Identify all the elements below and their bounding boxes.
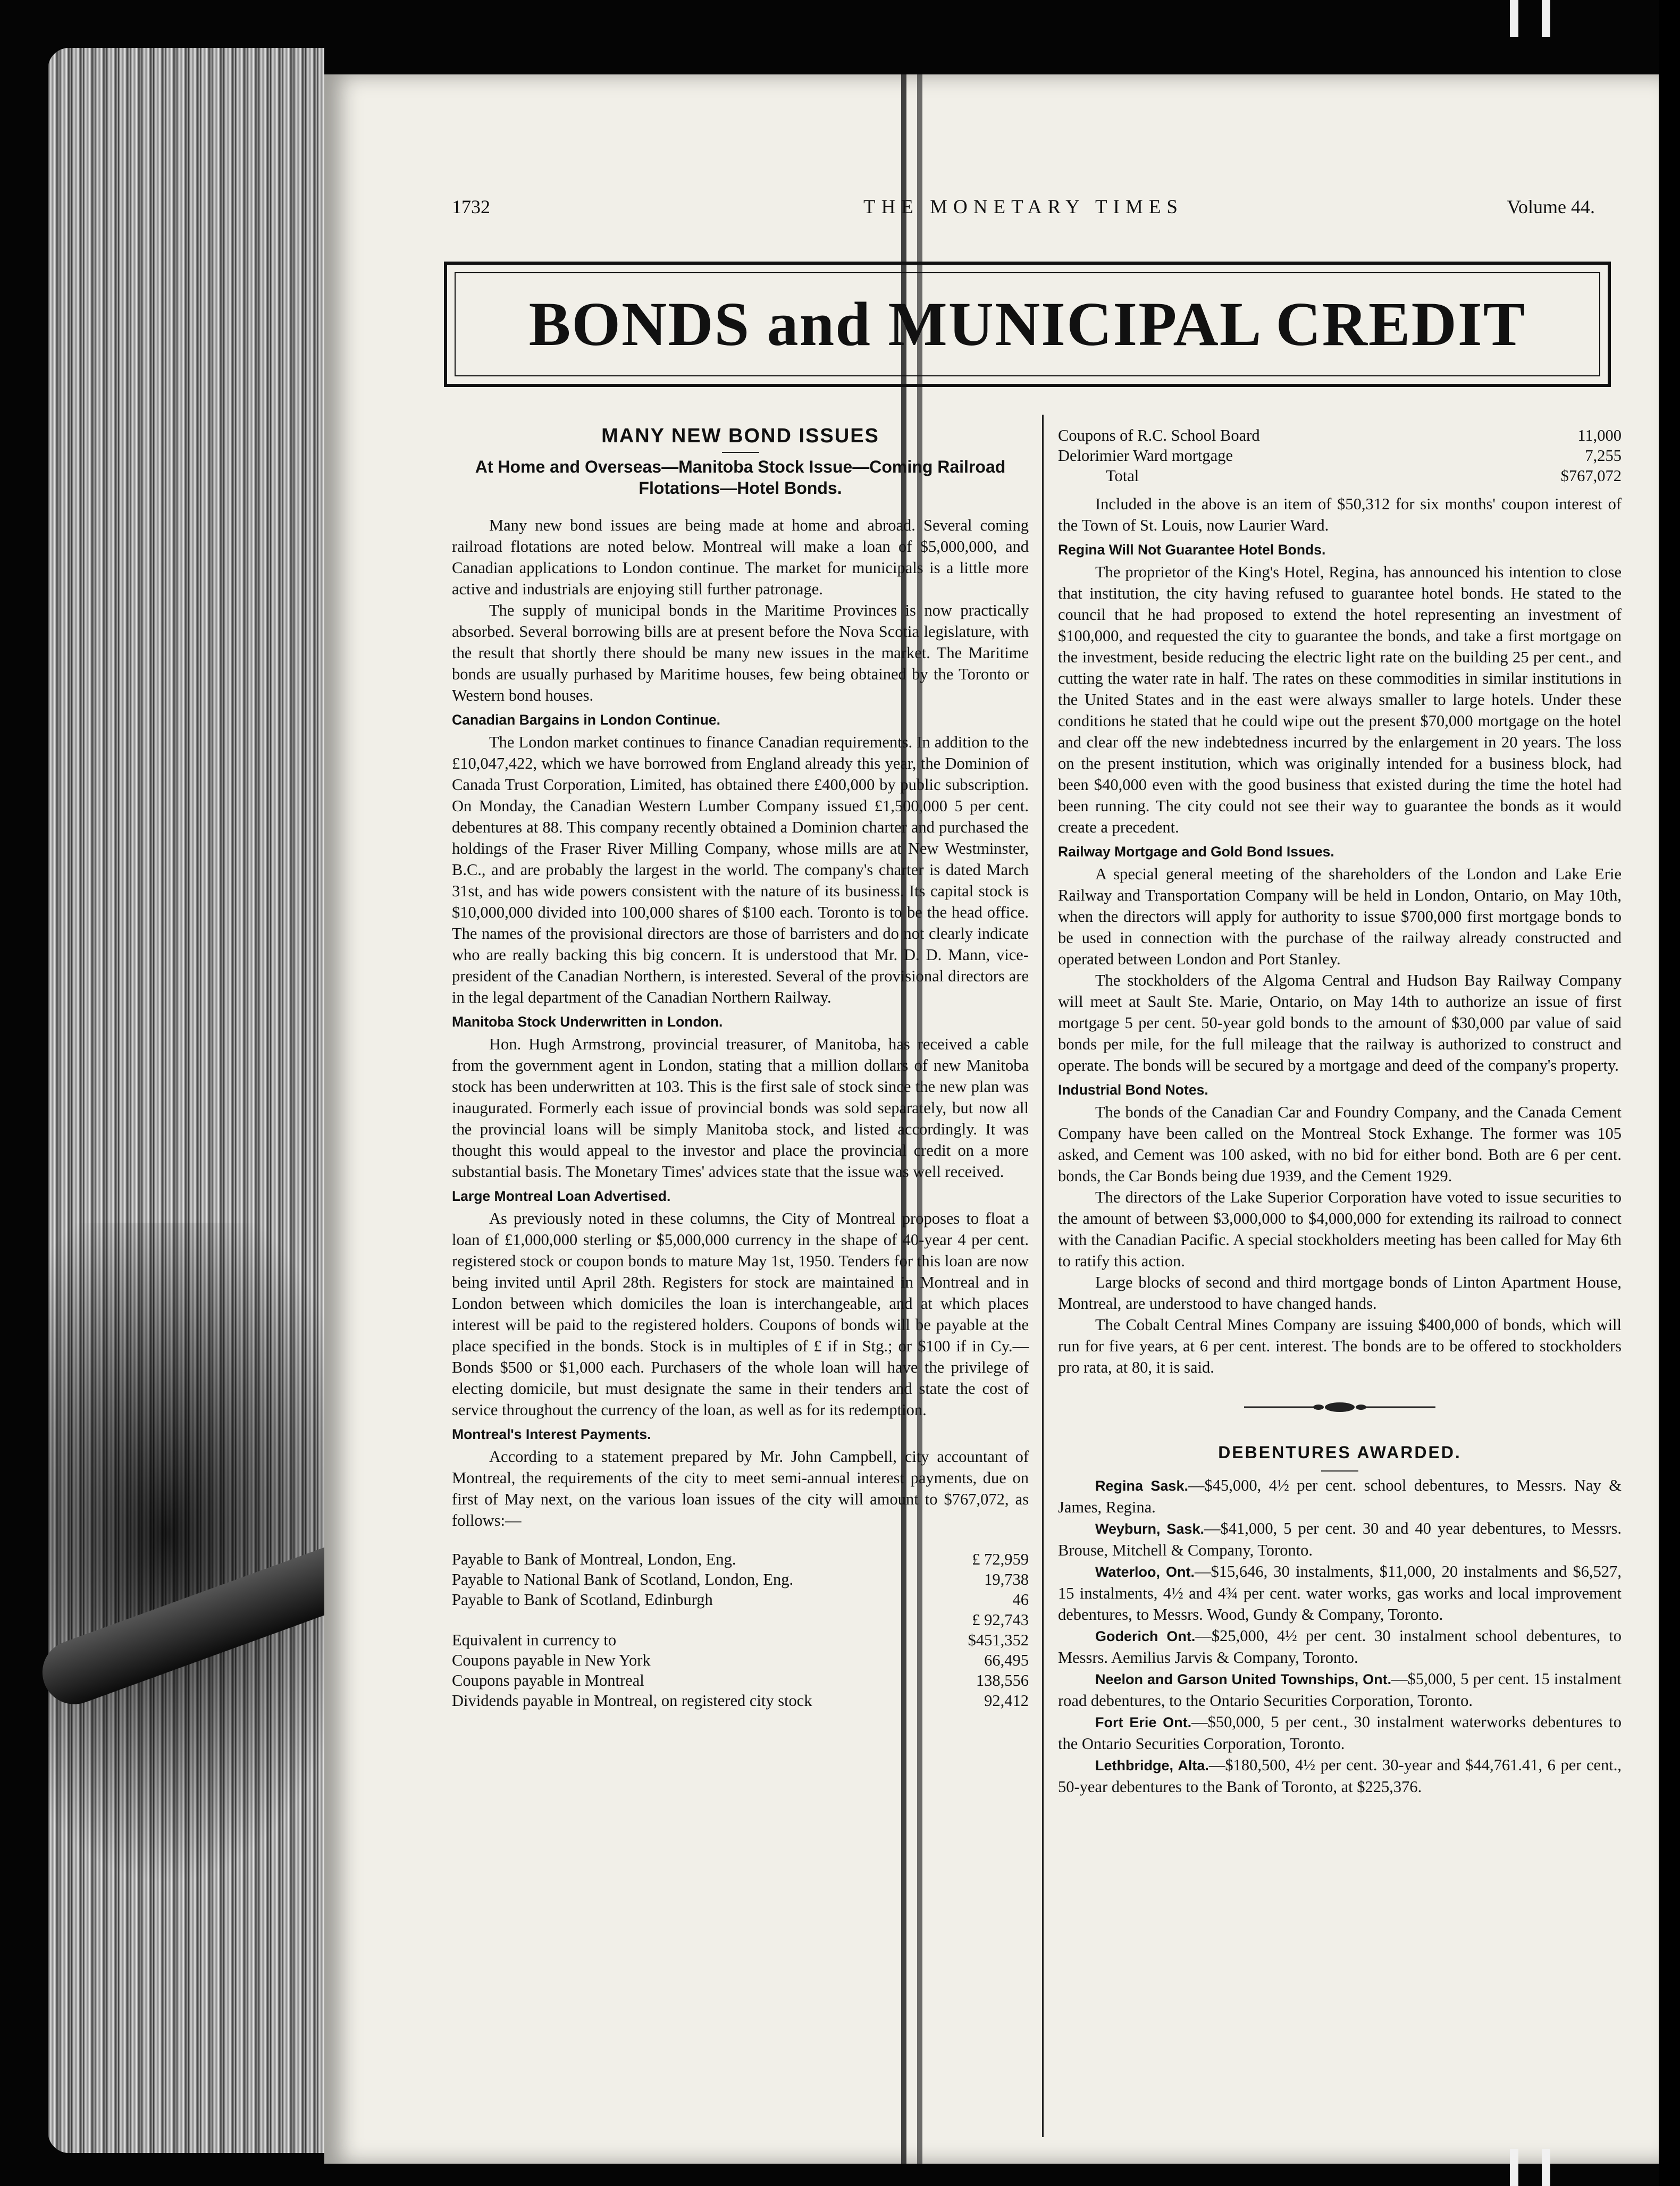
coupon-table [1058,425,1622,486]
table-label [452,1610,944,1630]
volume-label: Volume 44. [1507,196,1595,217]
payments-table [452,1549,1029,1711]
article-paragraph: Hon. Hugh Armstrong, provincial treasurer, of Manitoba, has received a cable from the government agent in London, stating that a million dollars of new Manitoba stock has been underwritten at 103. This is the first sale of stock since the new plan was inaugurated. Formerly each issue of provincial bonds was sold separately, but now all the provincial loans will be simply Manitoba stock, and listed accordingly. It was thought this would appeal to the investor and place the provincial credit on a more substantial basis. The Monetary Times' advices state that the issue was well received. [452,1035,1029,1181]
table-row [452,1691,1029,1711]
table-row [1058,466,1622,486]
corner-mark [1510,2149,1518,2186]
debentures-heading: DEBENTURES AWARDED. [1218,1443,1461,1462]
article-paragraph: The proprietor of the King's Hotel, Regina, has announced his intention to close that institution, the city having refused to guarantee hotel bonds. He stated to the council that he had proposed to extend the hotel representing an investment of $100,000, and requested the city to guarantee the bonds, and take a first mortgage on the investment, beside reducing the electric light rate on the building 25 per cent., and cutting the water rate in half. The rates on these commodities in similar institutions in the United States and in the east were always smaller to large hotels. Under these conditions he stated that he could wipe out the present $70,000 mortgage on the hotel and clear off the new indebtedness incurred by the enlargement in 20 years. The loss on the present institution, which was originally intended for a business block, had been $40,000 even with the good business that existed during the time the hotel had been running. The city could not see their way to guarantee the bonds as it would create a precedent. [1058,563,1622,836]
table-label: Coupons payable in Montreal [452,1671,644,1689]
headline-rule [722,452,759,453]
table-amount: £ 72,959 [972,1550,1029,1568]
section-banner [444,262,1611,387]
table-row [452,1569,1029,1590]
table-amount: 7,255 [1585,447,1622,465]
debenture-item [1058,1625,1622,1668]
table-row [1058,445,1622,466]
debenture-text: —$180,500, 4½ per cent. 30-year and $44,761.41, 6 per cent., 50-year debentures to the Bank of Toronto, at $225,376. [1058,1756,1622,1796]
debenture-text: —$25,000, 4½ per cent. 30 instalment school debentures, to Messrs. Aemilius Jarvis & Company, Toronto. [1058,1627,1622,1667]
debenture-text: —$5,000, 5 per cent. 15 instalment road debentures, to the Ontario Securities Corporation, Toronto. [1058,1670,1622,1710]
page-number: 1732 [452,196,490,217]
debenture-text: —$45,000, 4½ per cent. school debentures, to Messrs. Nay & James, Regina. [1058,1476,1622,1516]
table-amount: $767,072 [1560,467,1622,485]
table-label: Payable to Bank of Scotland, Edinburgh [452,1591,713,1609]
left-column [452,425,1029,1711]
column-divider [1042,415,1044,2137]
article-paragraph: The bonds of the Canadian Car and Foundry Company, and the Canada Cement Company have been called on the Montreal Stock Exhange. The former was 105 asked, and Cement was 100 asked, with no bid for either bond. Both are 6 per cent. bonds, the Car Bonds being due 1939, and the Cement 1929. [1058,1103,1622,1185]
debenture-place: Lethbridge, Alta. [1095,1758,1209,1773]
newspaper-page [324,74,1659,2164]
ornament-icon [1244,1399,1435,1415]
table-amount: 46 [1012,1591,1029,1609]
article-paragraph: Large blocks of second and third mortgage bonds of Linton Apartment House, Montreal, are understood to have changed hands. [1058,1273,1622,1313]
section-heading: Manitoba Stock Underwritten in London. [452,1014,723,1030]
debenture-place: Neelon and Garson United Townships, Ont. [1095,1671,1392,1687]
debenture-place: Regina Sask. [1095,1478,1188,1494]
article-paragraph: A special general meeting of the shareholders of the London and Lake Erie Railway and Transportation Company will be held in London, Ontario, on May 10th, when the directors will apply for authority to issue $700,000 first mortgage bonds to be used in connection with the purchase of the railway already constructed and operated between London and Port Stanley. [1058,865,1622,968]
right-column [1058,425,1622,1797]
table-row [452,1549,1029,1569]
article-paragraph: As previously noted in these columns, the City of Montreal proposes to float a loan of £1,000,000 sterling or $5,000,000 currency in the shape of 40-year 4 per cent. registered stock or coupon bonds to mature May 1st, 1950. Tenders for this loan are now being invited until April 28th. Registers for stock are maintained in Montreal and in London between which domiciles the loan is interchangeable, and at which places interest will be paid to the registered holders. Coupons of bonds will be payable at the place specified in the bonds. Stock is in multiples of £ if in Stg.; or $100 if in Cy.—Bonds $500 or $1,000 each. Purchasers of the whole loan will have the privilege of electing domicile, but must designate the same in their tenders and state the cost of service throughout the currency of the loan, as well as for its redemption. [452,1209,1029,1419]
corner-mark [1542,2149,1550,2186]
table-amount: 19,738 [984,1570,1029,1588]
article-paragraph: According to a statement prepared by Mr. John Campbell, city accountant of Montreal, the requirements of the city to meet semi-annual interest payments, due on first of May next, on the various loan issues of the city will amount to $767,072, as follows:— [452,1448,1029,1529]
debenture-place: Fort Erie Ont. [1095,1714,1192,1730]
debenture-item [1058,1518,1622,1561]
table-row [452,1610,1029,1630]
table-amount: 92,412 [984,1692,1029,1710]
table-label: Payable to Bank of Montreal, London, Eng. [452,1550,736,1568]
debenture-item [1058,1561,1622,1625]
running-head [452,196,1595,228]
table-amount: $451,352 [968,1631,1029,1649]
table-label: Total [1106,467,1139,485]
table-amount: 138,556 [976,1671,1029,1689]
corner-mark [1542,0,1550,37]
debenture-text: —$41,000, 5 per cent. 30 and 40 year debentures, to Messrs. Brouse, Mitchell & Company, Toronto. [1058,1519,1622,1559]
table-label: Coupons payable in New York [452,1651,651,1669]
table-row [452,1590,1029,1610]
journal-name: THE MONETARY TIMES [863,196,1184,218]
article-paragraph: The stockholders of the Algoma Central and Hudson Bay Railway Company will meet at Sault Ste. Marie, Ontario, on May 14th to authorize an issue of first mortgage 5 per cent. 50-year gold bonds to the amount of $30,000 par value of said bonds per mile, for the full mileage that the railway is authorized to construct and operate. The bonds will be secured by a mortgage and deed of the company's property. [1058,971,1622,1074]
table-label: Payable to National Bank of Scotland, London, Eng. [452,1570,794,1588]
table-amount: 11,000 [1577,426,1622,444]
lead-subhead: At Home and Overseas—Manitoba Stock Issue—Coming Railroad Flotations—Hotel Bonds. [475,457,1006,498]
banner-title: BONDS and MUNICIPAL CREDIT [528,289,1526,359]
table-label: Coupons of R.C. School Board [1058,426,1260,444]
section-heading: Industrial Bond Notes. [1058,1082,1208,1098]
table-label: Delorimier Ward mortgage [1058,447,1233,465]
table-row [452,1650,1029,1670]
table-amount: £ 92,743 [972,1611,1029,1629]
debenture-place: Waterloo, Ont. [1095,1564,1195,1580]
lead-headline: MANY NEW BOND ISSUES [601,425,879,447]
debenture-item [1058,1711,1622,1754]
section-heading: Montreal's Interest Payments. [452,1426,651,1442]
article-paragraph: The supply of municipal bonds in the Maritime Provinces is now practically absorbed. Several borrowing bills are at present before the Nova Scotia legislature, with the result that shortly there should be many new issues in the market. The Maritime bonds are usually purhased by Maritime houses, few being obtained by the Toronto or Western bond houses. [452,601,1029,704]
table-row [452,1670,1029,1691]
table-row [1058,425,1622,445]
banner-inner-frame [455,272,1600,376]
corner-mark [1510,0,1518,37]
table-amount: 66,495 [984,1651,1029,1669]
debenture-place: Goderich Ont. [1095,1628,1196,1644]
table-label: Equivalent in currency to [452,1631,617,1649]
scan-border [1659,0,1680,2186]
table-label: Dividends payable in Montreal, on registered city stock [452,1692,812,1710]
heading-rule [1321,1470,1358,1472]
section-heading: Canadian Bargains in London Continue. [452,712,720,728]
debenture-item [1058,1668,1622,1711]
debenture-text: —$15,646, 30 instalments, $11,000, 20 instalments and $6,527, 15 instalments, 4½ and 4¾ per cent. water works, gas works and local improvement debentures, to Messrs. Wood, Gundy & Company, Toronto. [1058,1562,1622,1624]
ornament-divider [1058,1399,1622,1420]
article-paragraph: Included in the above is an item of $50,312 for six months' coupon interest of the Town of St. Louis, now Laurier Ward. [1058,495,1622,534]
article-paragraph: Many new bond issues are being made at home and abroad. Several coming railroad flotations are noted below. Montreal will make a loan of $5,000,000, and Canadian applications to London continue. The market for municipals is a little more active and industrials are enjoying still further patronage. [452,516,1029,598]
debenture-text: —$50,000, 5 per cent., 30 instalment waterworks debentures to the Ontario Securities Corporation, Toronto. [1058,1713,1622,1753]
debenture-item [1058,1754,1622,1797]
section-heading: Large Montreal Loan Advertised. [452,1188,671,1204]
table-row [452,1630,1029,1650]
debenture-place: Weyburn, Sask. [1095,1521,1204,1537]
section-heading: Regina Will Not Guarantee Hotel Bonds. [1058,542,1326,558]
article-paragraph: The directors of the Lake Superior Corporation have voted to issue securities to the amount of between $3,000,000 to $4,000,000 for extending its railroad to connect with the Canadian Pacific. A special stockholders meeting has been called for May 6th to ratify this action. [1058,1188,1622,1270]
section-heading: Railway Mortgage and Gold Bond Issues. [1058,844,1334,860]
debenture-item [1058,1475,1622,1518]
article-paragraph: The Cobalt Central Mines Company are issuing $400,000 of bonds, which will run for five years, at 6 per cent. interest. The bonds are to be offered to stockholders pro rata, at 80, it is said. [1058,1316,1622,1376]
article-paragraph: The London market continues to finance Canadian requirements. In addition to the £10,047,422, which we have borrowed from England already this year, the Dominion of Canada Trust Corporation, Limited, has obtained there £400,000 by public subscription. On Monday, the Canadian Western Lumber Company issued £1,500,000 5 per cent. debentures at 88. This company recently obtained a Dominion charter and purchased the holdings of the Fraser River Milling Company, whose mills are at New Westminster, B.C., and are probably the largest in the world. The company's charter is dated March 31st, and has wide powers consistent with the nature of its business. Its capital stock is $10,000,000 divided into 100,000 shares of $100 each. Toronto is to be the head office. The names of the provisional directors are those of barristers and do not clearly indicate who are really backing this big concern. It is understood that Mr. D. D. Mann, vice-president of the Canadian Northern, is interested. Several of the provisional directors are in the legal department of the Canadian Northern Railway. [452,733,1029,1006]
